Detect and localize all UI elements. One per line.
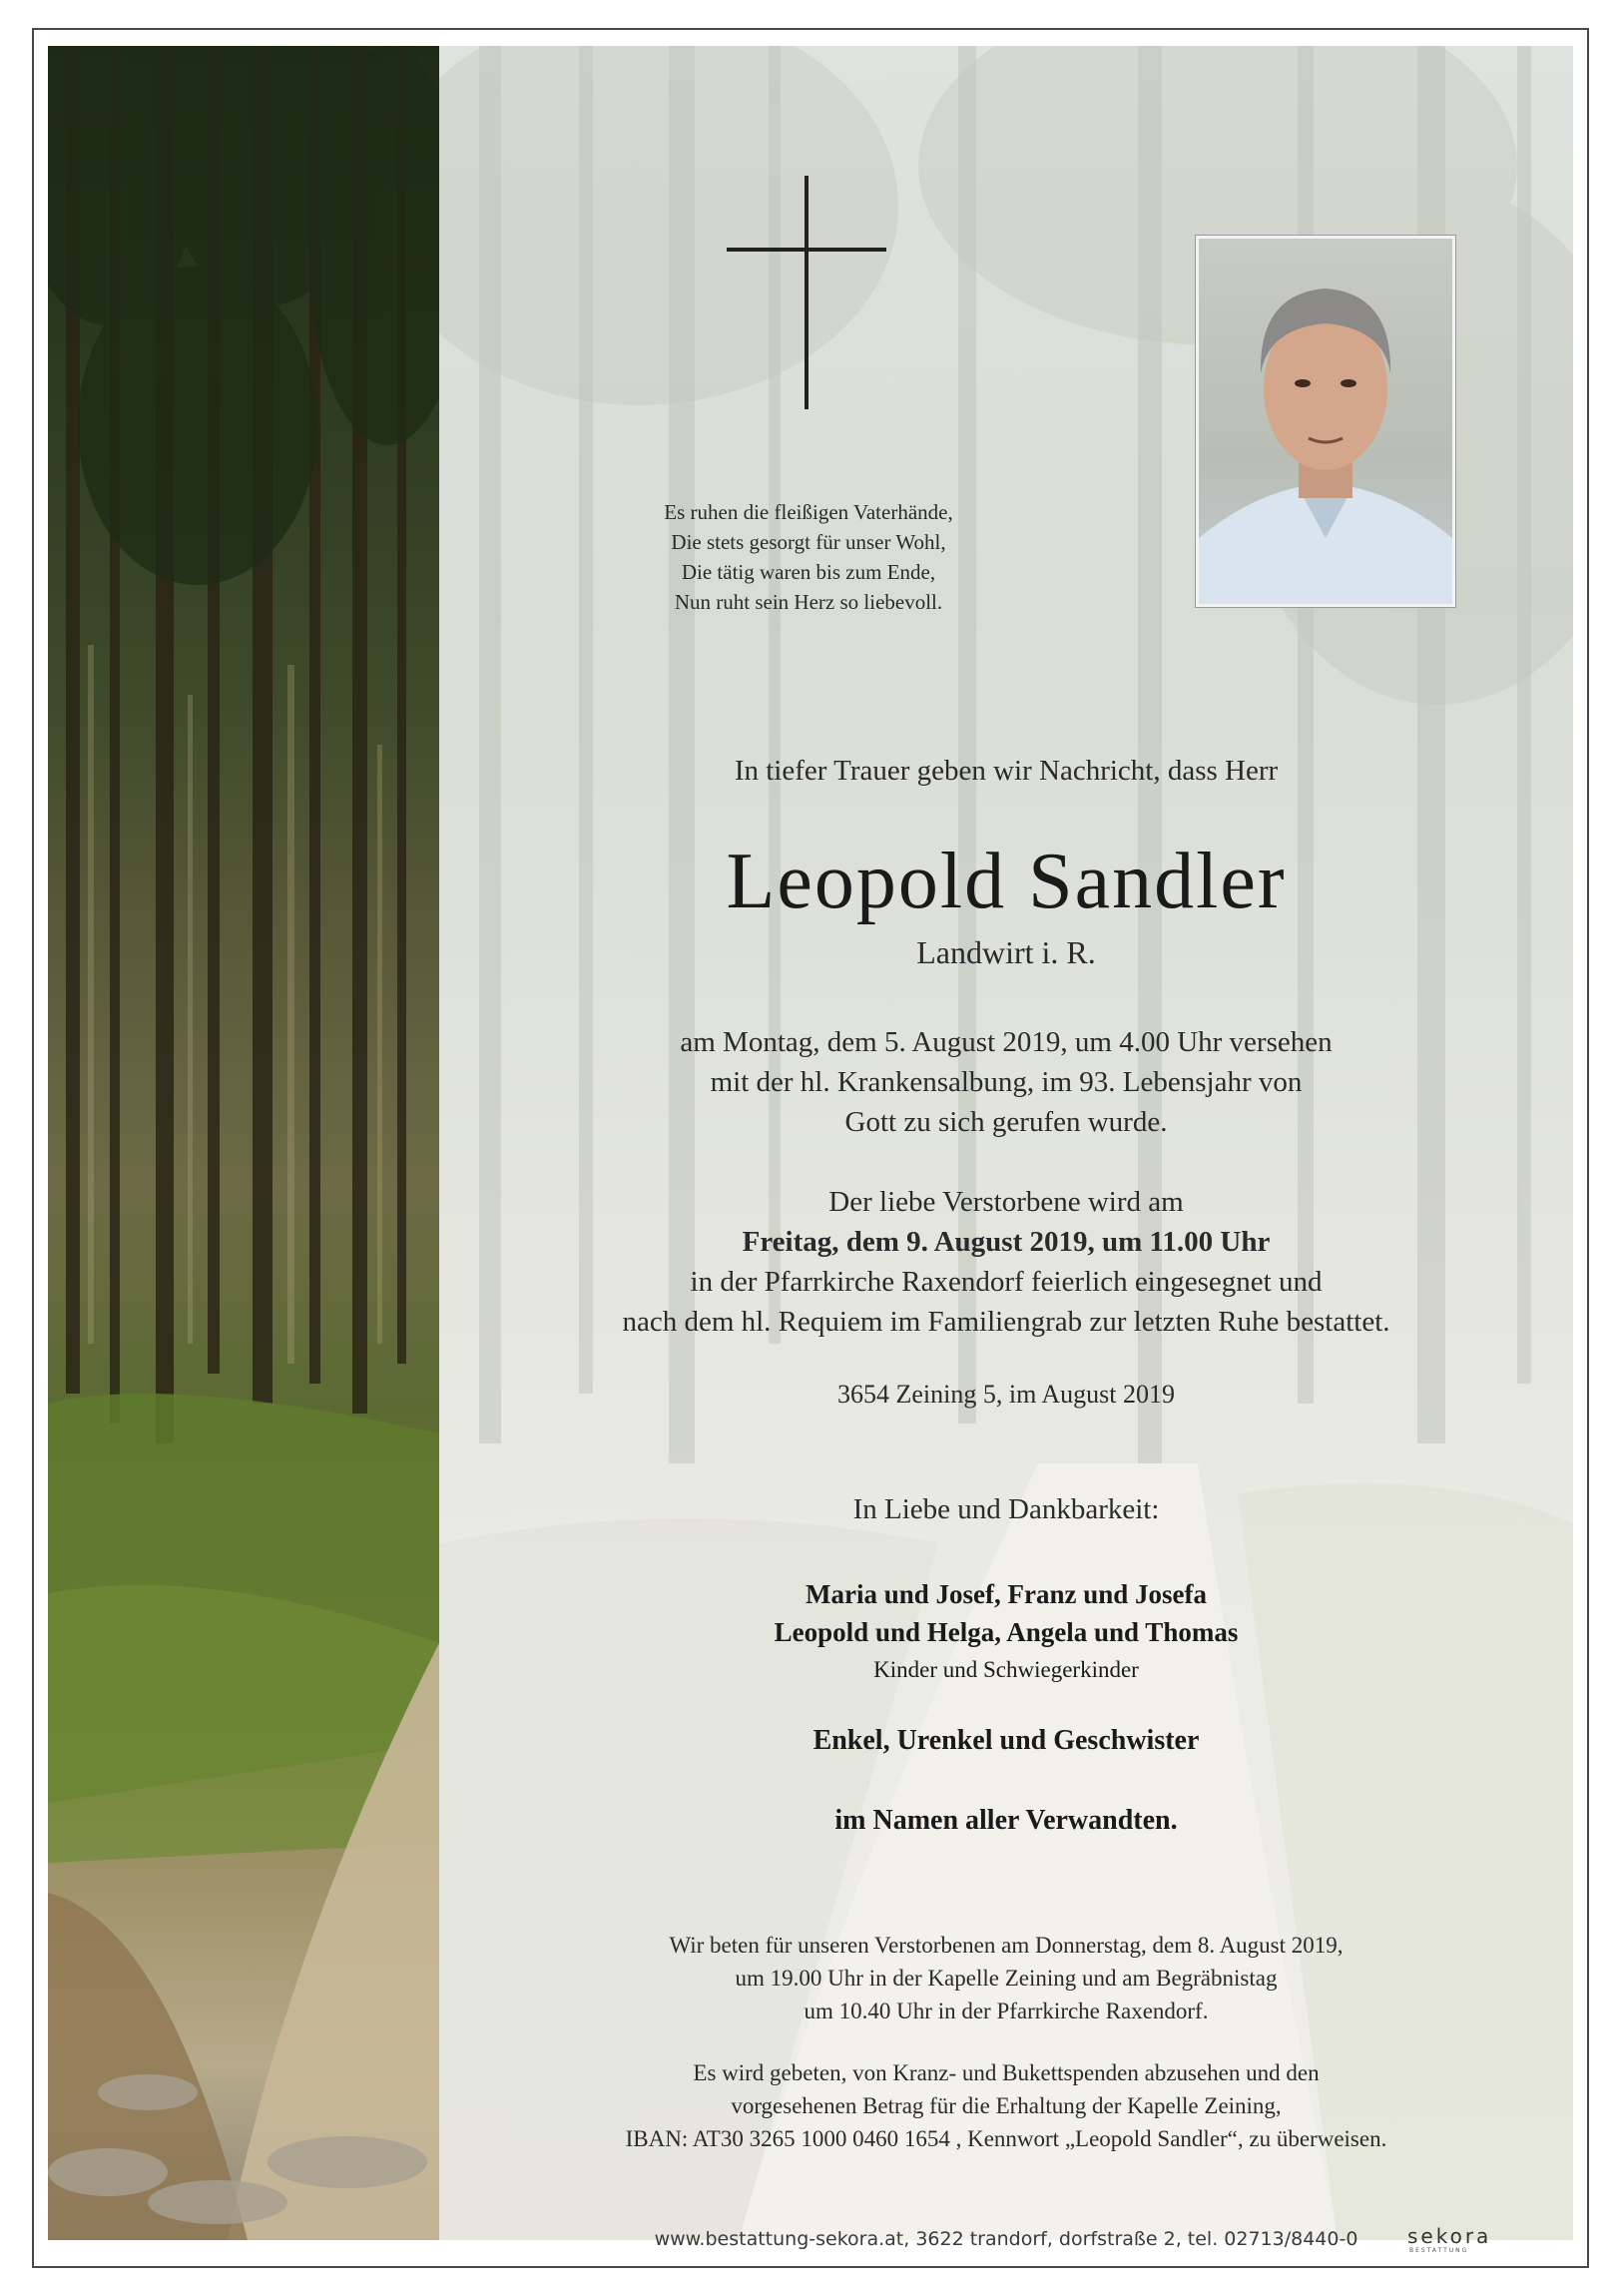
deceased-name: Leopold Sandler [726, 838, 1287, 925]
place-and-date: 3654 Zeining 5, im August 2019 [837, 1380, 1175, 1409]
death-line: mit der hl. Krankensalbung, im 93. Lebensjahr von [710, 1066, 1303, 1098]
donation-notice [439, 2056, 1573, 2155]
funeral-home-footer: www.bestattung-sekora.at, 3622 trandorf, dorfstraße 2, tel. 02713/8440-0 [654, 2228, 1358, 2250]
grandchildren-line: Enkel, Urenkel und Geschwister [812, 1725, 1200, 1756]
poem-line: Die stets gesorgt für unser Wohl, [671, 530, 946, 554]
funeral-line: nach dem hl. Requiem im Familiengrab zur letzten Ruhe bestattet. [622, 1306, 1390, 1338]
donation-line: Es wird gebeten, von Kranz- und Bukettspenden abzusehen und den [693, 2060, 1320, 2085]
deceased-title: Landwirt i. R. [916, 934, 1096, 970]
logo-sub: BESTATTUNG [1409, 2247, 1469, 2254]
memorial-poem [579, 497, 1038, 617]
prayer-line: um 10.40 Uhr in der Pfarrkirche Raxendorf. [804, 1999, 1209, 2023]
forest-path-photo [48, 46, 439, 2240]
poem-line: Nun ruht sein Herz so liebevoll. [674, 590, 943, 614]
funeral-date: Freitag, dem 9. August 2019, um 11.00 Uhr [742, 1226, 1271, 1258]
death-announcement [439, 1022, 1573, 1142]
children-line: Leopold und Helga, Angela und Thomas [774, 1617, 1239, 1647]
children-line: Maria und Josef, Franz und Josefa [805, 1579, 1207, 1609]
funeral-line: in der Pfarrkirche Raxendorf feierlich eingesegnet und [690, 1266, 1323, 1298]
poem-line: Es ruhen die fleißigen Vaterhände, [664, 500, 953, 524]
donation-line: IBAN: AT30 3265 1000 0460 1654 , Kennwort „Leopold Sandler“, zu überweisen. [625, 2126, 1387, 2151]
funeral-line: Der liebe Verstorbene wird am [828, 1186, 1184, 1218]
donation-line: vorgesehenen Betrag für die Erhaltung der Kapelle Zeining, [731, 2093, 1282, 2118]
mourners-heading: In Liebe und Dankbarkeit: [852, 1493, 1160, 1525]
prayer-line: um 19.00 Uhr in der Kapelle Zeining und am Begräbnistag [735, 1966, 1278, 1991]
prayer-notice [439, 1929, 1573, 2027]
death-line: am Montag, dem 5. August 2019, um 4.00 Uhr versehen [680, 1026, 1333, 1058]
cross-icon-bar [727, 248, 886, 252]
relatives-line: im Namen aller Verwandten. [834, 1805, 1178, 1836]
children-caption: Kinder und Schwiegerkinder [873, 1657, 1139, 1682]
logo-word: sekora [1407, 2224, 1492, 2248]
death-line: Gott zu sich gerufen wurde. [844, 1106, 1168, 1138]
family-list [439, 1575, 1573, 1689]
portrait-photo-of-deceased [1196, 236, 1455, 607]
sekora-logo [1407, 2224, 1507, 2258]
poem-line: Die tätig waren bis zum Ende, [681, 560, 936, 584]
funeral-details [439, 1182, 1573, 1342]
cross-icon [805, 176, 809, 409]
announcement-intro: In tiefer Trauer geben wir Nachricht, dass Herr [734, 755, 1279, 787]
prayer-line: Wir beten für unseren Verstorbenen am Donnerstag, dem 8. August 2019, [669, 1933, 1344, 1958]
